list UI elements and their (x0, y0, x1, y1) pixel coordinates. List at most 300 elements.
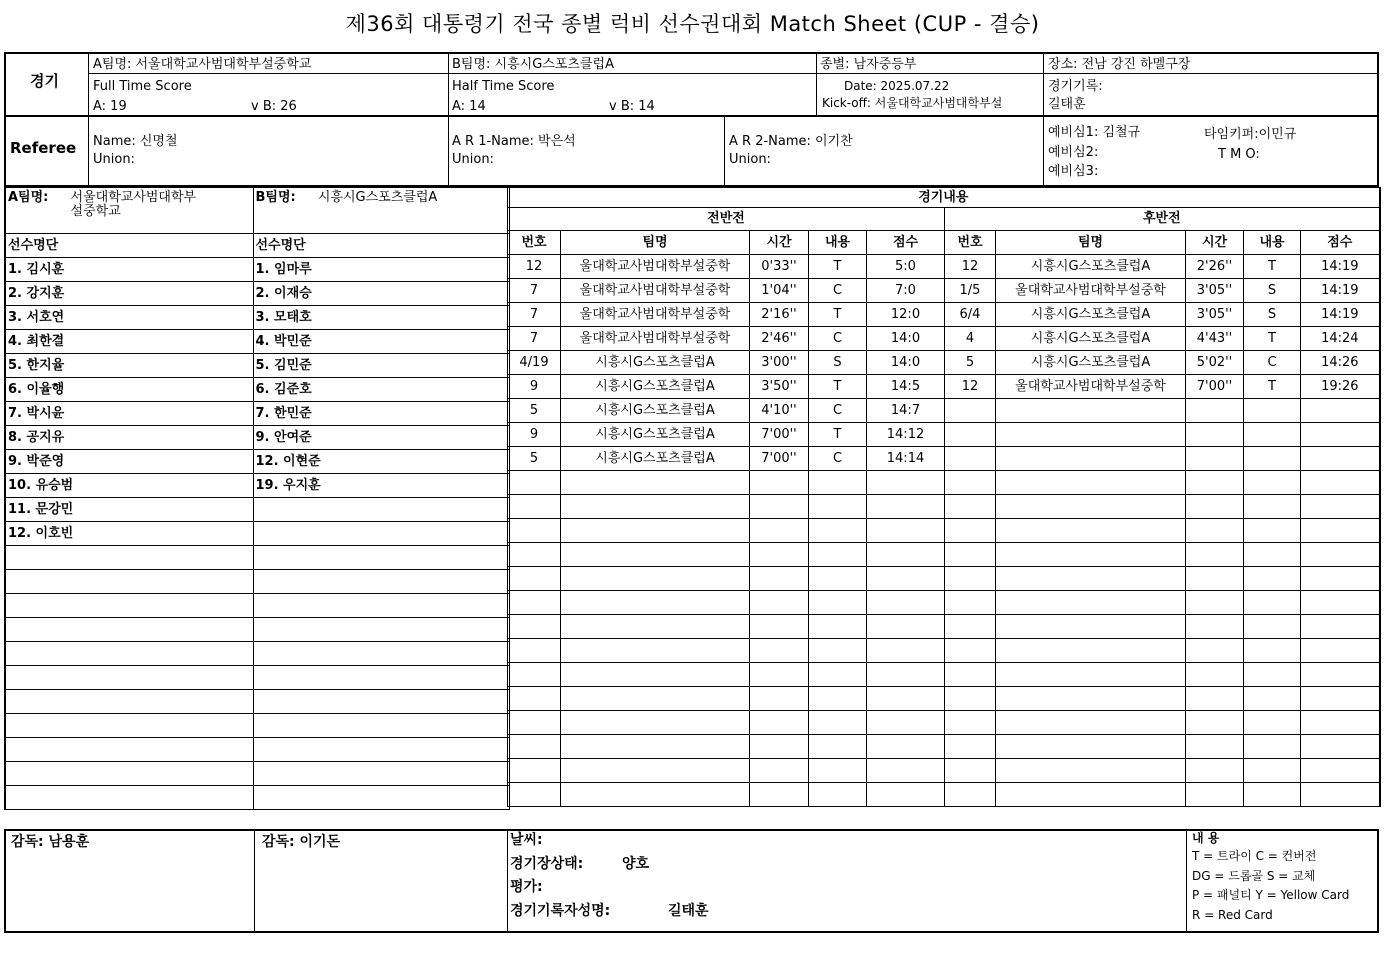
first-half-cell (561, 495, 750, 519)
first-half-cell (867, 519, 945, 543)
first-half-cell (561, 687, 750, 711)
second-half-cell (1301, 495, 1380, 519)
first-half-cell: 7 (508, 279, 561, 303)
second-half-cell (1186, 471, 1244, 495)
second-half-cell: S (1244, 303, 1301, 327)
second-half-cell: 2'26'' (1186, 255, 1244, 279)
event-row (508, 495, 1380, 519)
player-a (5, 666, 253, 690)
roster-row (5, 762, 509, 786)
second-half-cell (1244, 735, 1301, 759)
second-half-cell: 14:19 (1301, 279, 1380, 303)
team-a-name: A팀명: 서울대학교사범대학부설중학교 (93, 57, 312, 72)
second-half-cell: 시흥시G스포츠클럽A (996, 303, 1186, 327)
roster-label-a: 선수명단 (5, 234, 253, 258)
first-half-cell (561, 735, 750, 759)
second-half-cell (1186, 399, 1244, 423)
player-b (253, 738, 509, 762)
first-half-cell: 1'04'' (750, 279, 809, 303)
second-half-cell (996, 663, 1186, 687)
player-a (5, 594, 253, 618)
second-half-cell: 시흥시G스포츠클럽A (996, 255, 1186, 279)
first-half-cell (508, 519, 561, 543)
first-half-cell: C (809, 447, 867, 471)
second-half-cell (945, 543, 996, 567)
player-a (5, 786, 253, 810)
first-half-cell (750, 663, 809, 687)
second-half-cell (945, 639, 996, 663)
first-half-cell: 4'10'' (750, 399, 809, 423)
second-half-cell: 19:26 (1301, 375, 1380, 399)
first-half-cell (750, 735, 809, 759)
second-half-cell (1301, 423, 1380, 447)
first-half-cell (867, 687, 945, 711)
second-half-cell (1186, 687, 1244, 711)
field-condition-value: 양호 (622, 856, 650, 872)
second-half-cell (996, 783, 1186, 807)
event-row (508, 759, 1380, 783)
events-column-header: 점수 (867, 231, 945, 255)
roster-row (5, 474, 509, 498)
first-half-cell: 울대학교사범대학부설중학 (561, 303, 750, 327)
first-half-cell (750, 495, 809, 519)
second-half-cell: 12 (945, 255, 996, 279)
player-b (253, 570, 509, 594)
first-half-cell (508, 687, 561, 711)
first-half-cell (809, 471, 867, 495)
coach-a: 감독: 남용훈 (11, 834, 90, 850)
second-half-cell (1244, 567, 1301, 591)
player-b (253, 594, 509, 618)
second-half-cell: 14:24 (1301, 327, 1380, 351)
event-row (508, 327, 1380, 351)
player-b: 3. 모태호 (253, 306, 509, 330)
player-b (253, 618, 509, 642)
second-half-cell (1244, 399, 1301, 423)
second-half-cell (1301, 519, 1380, 543)
second-half-cell (945, 567, 996, 591)
first-half-cell (867, 735, 945, 759)
second-half-cell (945, 735, 996, 759)
player-a: 1. 김시훈 (5, 258, 253, 282)
first-half-cell (561, 591, 750, 615)
second-half-cell (996, 759, 1186, 783)
roster-row (5, 402, 509, 426)
first-half-cell (508, 639, 561, 663)
first-half-cell (809, 615, 867, 639)
first-half-cell: 3'50'' (750, 375, 809, 399)
referee-block (4, 117, 1379, 187)
second-half-cell (996, 543, 1186, 567)
first-half-cell (508, 783, 561, 807)
roster-row (5, 690, 509, 714)
first-half-cell (561, 519, 750, 543)
player-a: 10. 유승범 (5, 474, 253, 498)
second-half-cell (1244, 543, 1301, 567)
roster-row (5, 258, 509, 282)
first-half-cell (809, 519, 867, 543)
first-half-cell (809, 711, 867, 735)
second-half-cell: 7'00'' (1186, 375, 1244, 399)
second-half-cell (996, 615, 1186, 639)
team-a-header: A팀명: 서울대학교사범대학부 설중학교 (5, 188, 253, 234)
first-half-cell (508, 759, 561, 783)
referee-union: Union: (93, 152, 135, 167)
first-half-cell (561, 711, 750, 735)
first-half-cell (809, 495, 867, 519)
first-half-cell: 7'00'' (750, 447, 809, 471)
category: 종별: 남자중등부 (820, 57, 917, 72)
second-half-cell (1301, 711, 1380, 735)
roster-row (5, 786, 509, 810)
second-half-cell: C (1244, 351, 1301, 375)
event-row (508, 543, 1380, 567)
second-half-cell (945, 711, 996, 735)
first-half-cell (867, 615, 945, 639)
player-a (5, 762, 253, 786)
first-half-cell (809, 663, 867, 687)
second-half-cell (1301, 639, 1380, 663)
first-half-cell (561, 567, 750, 591)
first-half-cell (867, 591, 945, 615)
first-half-cell (561, 759, 750, 783)
event-row (508, 255, 1380, 279)
first-half-cell (867, 543, 945, 567)
player-a (5, 714, 253, 738)
roster-row (5, 714, 509, 738)
second-half-cell (996, 447, 1186, 471)
second-half-cell (1301, 759, 1380, 783)
second-half-cell: 울대학교사범대학부설중학 (996, 279, 1186, 303)
player-a: 5. 한지율 (5, 354, 253, 378)
event-row (508, 519, 1380, 543)
event-row (508, 447, 1380, 471)
first-half-cell: 시흥시G스포츠클럽A (561, 399, 750, 423)
referee-name: Name: 신명철 (93, 134, 178, 149)
first-half-cell: 12:0 (867, 303, 945, 327)
first-half-cell (750, 687, 809, 711)
events-table (507, 187, 1381, 807)
second-half-cell (945, 495, 996, 519)
roster-label-b: 선수명단 (253, 234, 509, 258)
first-half-cell: S (809, 351, 867, 375)
legend-title: 내 용 (1192, 831, 1220, 845)
event-row (508, 735, 1380, 759)
first-half-cell (750, 759, 809, 783)
weather: 날씨: (510, 832, 543, 848)
events-column-header: 내용 (809, 231, 867, 255)
second-half-cell (1186, 735, 1244, 759)
first-half-cell (508, 735, 561, 759)
evaluation: 평가: (510, 879, 543, 895)
player-a (5, 642, 253, 666)
second-half-cell (945, 663, 996, 687)
first-half-cell: C (809, 279, 867, 303)
event-row (508, 279, 1380, 303)
first-half-cell (809, 735, 867, 759)
second-half-cell (996, 399, 1186, 423)
first-half-cell (867, 783, 945, 807)
first-half-cell (809, 591, 867, 615)
second-half-cell (1301, 567, 1380, 591)
player-a (5, 570, 253, 594)
roster-row (5, 426, 509, 450)
player-b (253, 786, 509, 810)
second-half-cell (1186, 423, 1244, 447)
first-half-cell (508, 615, 561, 639)
second-half-cell (1186, 615, 1244, 639)
second-half-cell: 1/5 (945, 279, 996, 303)
first-half-cell: 14:7 (867, 399, 945, 423)
second-half-cell (945, 447, 996, 471)
second-half-cell: 시흥시G스포츠클럽A (996, 327, 1186, 351)
first-half-cell: 울대학교사범대학부설중학 (561, 255, 750, 279)
second-half-cell (1244, 447, 1301, 471)
second-half-cell (1186, 759, 1244, 783)
team-b-name: B팀명: 시흥시G스포츠클럽A (452, 57, 614, 72)
first-half-cell: 2'16'' (750, 303, 809, 327)
roster-row (5, 666, 509, 690)
roster-row (5, 618, 509, 642)
first-half-cell (750, 783, 809, 807)
second-half-cell (1186, 447, 1244, 471)
second-half-cell (1186, 711, 1244, 735)
player-b (253, 762, 509, 786)
second-half-cell (1244, 471, 1301, 495)
first-half-cell: 2'46'' (750, 327, 809, 351)
second-half-cell (1301, 471, 1380, 495)
first-half-cell (750, 519, 809, 543)
first-half-cell (809, 639, 867, 663)
full-time-label: Full Time Score (93, 79, 192, 94)
second-half-cell (1186, 783, 1244, 807)
first-half-cell: 7:0 (867, 279, 945, 303)
roster-row (5, 354, 509, 378)
first-half-cell (750, 567, 809, 591)
second-half-cell (1186, 663, 1244, 687)
first-half-cell: T (809, 423, 867, 447)
first-half-cell: 0'33'' (750, 255, 809, 279)
first-half-cell (750, 543, 809, 567)
events-column-header: 팀명 (561, 231, 750, 255)
first-half-cell: 14:5 (867, 375, 945, 399)
player-a: 3. 서호연 (5, 306, 253, 330)
recorder-label: 경기기록자성명: (510, 903, 611, 919)
roster-row (5, 522, 509, 546)
roster-row (5, 570, 509, 594)
match-label: 경기 (30, 72, 59, 90)
second-half-cell: 12 (945, 375, 996, 399)
roster-table (4, 187, 510, 810)
player-b (253, 522, 509, 546)
player-a (5, 546, 253, 570)
events-column-header: 점수 (1301, 231, 1380, 255)
roster-row (5, 594, 509, 618)
second-half-cell (996, 639, 1186, 663)
first-half-cell (561, 471, 750, 495)
full-time-b: v B: 26 (251, 99, 297, 114)
second-half-cell (1244, 783, 1301, 807)
player-a: 12. 이호빈 (5, 522, 253, 546)
roster-row (5, 738, 509, 762)
second-half-cell (945, 519, 996, 543)
second-half-cell: 6/4 (945, 303, 996, 327)
first-half-cell (561, 639, 750, 663)
first-half-cell (561, 663, 750, 687)
player-a: 6. 이율행 (5, 378, 253, 402)
second-half-cell (1301, 399, 1380, 423)
second-half-cell: 4'43'' (1186, 327, 1244, 351)
first-half-cell (809, 783, 867, 807)
second-half-cell (1244, 759, 1301, 783)
half-time-b: v B: 14 (609, 99, 655, 114)
first-half-cell (867, 471, 945, 495)
events-column-header: 팀명 (996, 231, 1186, 255)
second-half-cell (1186, 519, 1244, 543)
legend-line-4: R = Red Card (1192, 908, 1273, 922)
second-half-cell (1186, 639, 1244, 663)
event-row (508, 783, 1380, 807)
match-info-block (4, 52, 1379, 117)
second-half-cell (1301, 735, 1380, 759)
team-b-header: B팀명: 시흥시G스포츠클럽A (253, 188, 509, 234)
second-half-cell (1244, 519, 1301, 543)
first-half-cell (809, 567, 867, 591)
second-half-cell (945, 423, 996, 447)
first-half-cell (508, 495, 561, 519)
first-half-cell (561, 615, 750, 639)
first-half-cell (561, 783, 750, 807)
second-half-cell (1244, 495, 1301, 519)
first-half-cell: 울대학교사범대학부설중학 (561, 279, 750, 303)
roster-row (5, 378, 509, 402)
second-half-cell: 울대학교사범대학부설중학 (996, 375, 1186, 399)
second-half-cell (945, 687, 996, 711)
second-half-cell (945, 783, 996, 807)
player-a: 7. 박시윤 (5, 402, 253, 426)
full-time-a: A: 19 (93, 99, 127, 114)
player-b (253, 714, 509, 738)
reserve-referee-1: 예비심1: 김철규 (1048, 125, 1141, 140)
venue: 장소: 전남 강진 하멜구장 (1048, 57, 1191, 72)
ar1-name: A R 1-Name: 박은석 (452, 134, 576, 149)
second-half-cell (1244, 639, 1301, 663)
player-a: 2. 강지훈 (5, 282, 253, 306)
second-half-cell (1244, 663, 1301, 687)
first-half-cell: T (809, 303, 867, 327)
second-half-cell (1301, 783, 1380, 807)
first-half-cell (867, 759, 945, 783)
legend-line-1: T = 트라이 C = 컨버전 (1192, 849, 1317, 863)
player-a: 9. 박준영 (5, 450, 253, 474)
events-column-header: 내용 (1244, 231, 1301, 255)
first-half-cell: T (809, 255, 867, 279)
player-a (5, 738, 253, 762)
record-name: 길태훈 (1048, 97, 1086, 112)
second-half-cell (1186, 567, 1244, 591)
second-half-cell (945, 471, 996, 495)
second-half-cell: 5'02'' (1186, 351, 1244, 375)
second-half-label: 후반전 (945, 208, 1380, 231)
player-a: 4. 최한결 (5, 330, 253, 354)
player-b: 5. 김민준 (253, 354, 509, 378)
first-half-cell (750, 591, 809, 615)
second-half-cell (1186, 591, 1244, 615)
second-half-cell (996, 687, 1186, 711)
first-half-cell: 9 (508, 423, 561, 447)
second-half-cell: T (1244, 327, 1301, 351)
footer-block (4, 829, 1379, 933)
first-half-cell: C (809, 399, 867, 423)
second-half-cell (1301, 615, 1380, 639)
events-label: 경기내용 (508, 188, 1380, 208)
first-half-cell: 시흥시G스포츠클럽A (561, 423, 750, 447)
second-half-cell (996, 567, 1186, 591)
first-half-cell: 14:0 (867, 327, 945, 351)
roster-row (5, 498, 509, 522)
second-half-cell (996, 423, 1186, 447)
second-half-cell: 14:19 (1301, 255, 1380, 279)
first-half-cell (867, 711, 945, 735)
second-half-cell (996, 471, 1186, 495)
referee-label: Referee (10, 139, 77, 157)
player-a: 11. 문강민 (5, 498, 253, 522)
first-half-cell (561, 543, 750, 567)
first-half-cell: T (809, 375, 867, 399)
player-b: 7. 한민준 (253, 402, 509, 426)
first-half-cell: 12 (508, 255, 561, 279)
second-half-cell (996, 495, 1186, 519)
first-half-cell: 7 (508, 303, 561, 327)
second-half-cell (1244, 687, 1301, 711)
second-half-cell (1301, 543, 1380, 567)
event-row (508, 639, 1380, 663)
first-half-cell (867, 567, 945, 591)
second-half-cell (1244, 591, 1301, 615)
second-half-cell: 14:26 (1301, 351, 1380, 375)
first-half-cell: 시흥시G스포츠클럽A (561, 351, 750, 375)
first-half-cell: 7 (508, 327, 561, 351)
player-b (253, 642, 509, 666)
first-half-cell (508, 567, 561, 591)
second-half-cell: 14:19 (1301, 303, 1380, 327)
event-row (508, 591, 1380, 615)
roster-row (5, 330, 509, 354)
roster-row (5, 450, 509, 474)
field-condition-label: 경기장상태: (510, 856, 584, 872)
player-a (5, 690, 253, 714)
first-half-cell (867, 639, 945, 663)
first-half-cell: 5:0 (867, 255, 945, 279)
event-row (508, 711, 1380, 735)
second-half-cell: 4 (945, 327, 996, 351)
player-a: 8. 공지유 (5, 426, 253, 450)
second-half-cell (945, 591, 996, 615)
events-column-header: 번호 (945, 231, 996, 255)
second-half-cell (996, 519, 1186, 543)
player-b (253, 498, 509, 522)
first-half-cell (508, 663, 561, 687)
player-a (5, 618, 253, 642)
first-half-cell: C (809, 327, 867, 351)
first-half-cell: 14:14 (867, 447, 945, 471)
first-half-label: 전반전 (508, 208, 945, 231)
first-half-cell: 4/19 (508, 351, 561, 375)
events-column-header: 시간 (750, 231, 809, 255)
second-half-cell (945, 399, 996, 423)
timekeeper: 타임키퍼:이민규 (1204, 127, 1297, 142)
first-half-cell: 9 (508, 375, 561, 399)
